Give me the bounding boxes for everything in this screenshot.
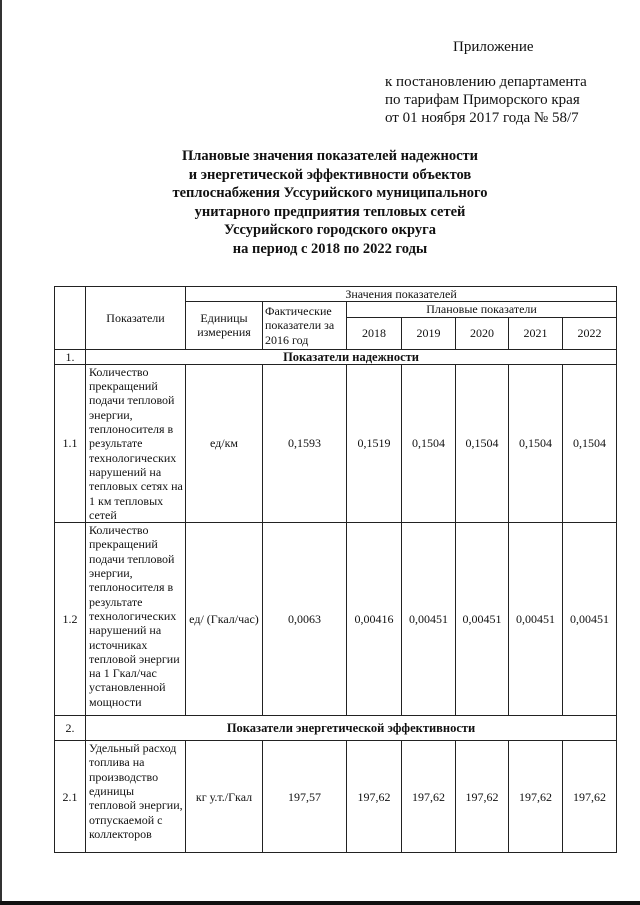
row-plan-value: 0,1504 (563, 364, 617, 522)
table-row (55, 364, 617, 522)
header-actual-2016: Фактические показатели за 2016 год (263, 302, 347, 349)
header-year: 2020 (456, 317, 509, 349)
title-line: теплоснабжения Уссурийского муниципального (172, 185, 488, 202)
row-number: 1.1 (55, 364, 86, 522)
table-row (55, 523, 617, 716)
header-planned-group: Плановые показатели (347, 302, 617, 317)
row-plan-value: 0,1504 (456, 364, 509, 522)
appendix-line: по тарифам Приморского края (385, 92, 580, 108)
page-edge (0, 0, 2, 905)
row-unit: кг у.т./Гкал (186, 741, 263, 853)
row-plan-value: 197,62 (456, 741, 509, 853)
section-title: Показатели энергетической эффективности (86, 716, 617, 741)
appendix-line: от 01 ноября 2017 года № 58/7 (385, 110, 579, 126)
title-line: на период с 2018 по 2022 годы (232, 240, 428, 257)
row-plan-value: 0,1504 (509, 364, 563, 522)
section-number: 2. (55, 716, 86, 741)
row-actual-2016: 197,57 (263, 741, 347, 853)
table-row (55, 741, 617, 853)
title-line: унитарного предприятия тепловых сетей (194, 203, 466, 220)
row-plan-value: 197,62 (509, 741, 563, 853)
title-line: Уссурийского городского округа (224, 222, 436, 239)
row-plan-value: 0,00451 (563, 523, 617, 716)
header-units: Единицы измерения (186, 302, 263, 349)
row-unit: ед/км (186, 364, 263, 522)
row-plan-value: 0,1504 (402, 364, 456, 522)
row-plan-value: 0,00416 (347, 523, 402, 716)
header-year: 2018 (347, 317, 402, 349)
appendix-line: к постановлению департамента (385, 74, 587, 90)
header-year: 2021 (509, 317, 563, 349)
row-actual-2016: 0,1593 (263, 364, 347, 522)
header-year: 2022 (563, 317, 617, 349)
row-description: Количество прекращений подачи тепловой энергии, теплоносителя в результате технологических нарушений на источниках тепловой энергии на 1 Гкал/час установленной мощности (86, 523, 186, 716)
header-values-group: Значения показателей (186, 287, 617, 302)
row-plan-value: 197,62 (563, 741, 617, 853)
row-actual-2016: 0,0063 (263, 523, 347, 716)
row-unit: ед/ (Гкал/час) (186, 523, 263, 716)
row-plan-value: 0,00451 (456, 523, 509, 716)
row-plan-value: 197,62 (347, 741, 402, 853)
title-line: и энергетической эффективности объектов (188, 166, 472, 183)
section-row (55, 349, 617, 364)
row-description: Удельный расход топлива на производство единицы тепловой энергии, отпускаемой с коллекторов (86, 741, 186, 853)
header-indicators: Показатели (86, 287, 186, 350)
page-edge (0, 901, 640, 905)
indicators-table (54, 286, 617, 853)
section-number: 1. (55, 349, 86, 364)
header-number (55, 287, 86, 350)
header-year: 2019 (402, 317, 456, 349)
row-description: Количество прекращений подачи тепловой энергии, теплоносителя в результате технологических нарушений на тепловых сетях на 1 км тепловых сетей (86, 364, 186, 522)
section-title: Показатели надежности (86, 349, 617, 364)
row-plan-value: 0,1519 (347, 364, 402, 522)
row-plan-value: 0,00451 (402, 523, 456, 716)
row-plan-value: 197,62 (402, 741, 456, 853)
appendix-note (385, 38, 620, 127)
section-row (55, 716, 617, 741)
row-number: 2.1 (55, 741, 86, 853)
title-line: Плановые значения показателей надежности (182, 148, 478, 164)
row-number: 1.2 (55, 523, 86, 716)
appendix-label: Приложение (453, 39, 534, 55)
document-title (120, 147, 540, 259)
row-plan-value: 0,00451 (509, 523, 563, 716)
